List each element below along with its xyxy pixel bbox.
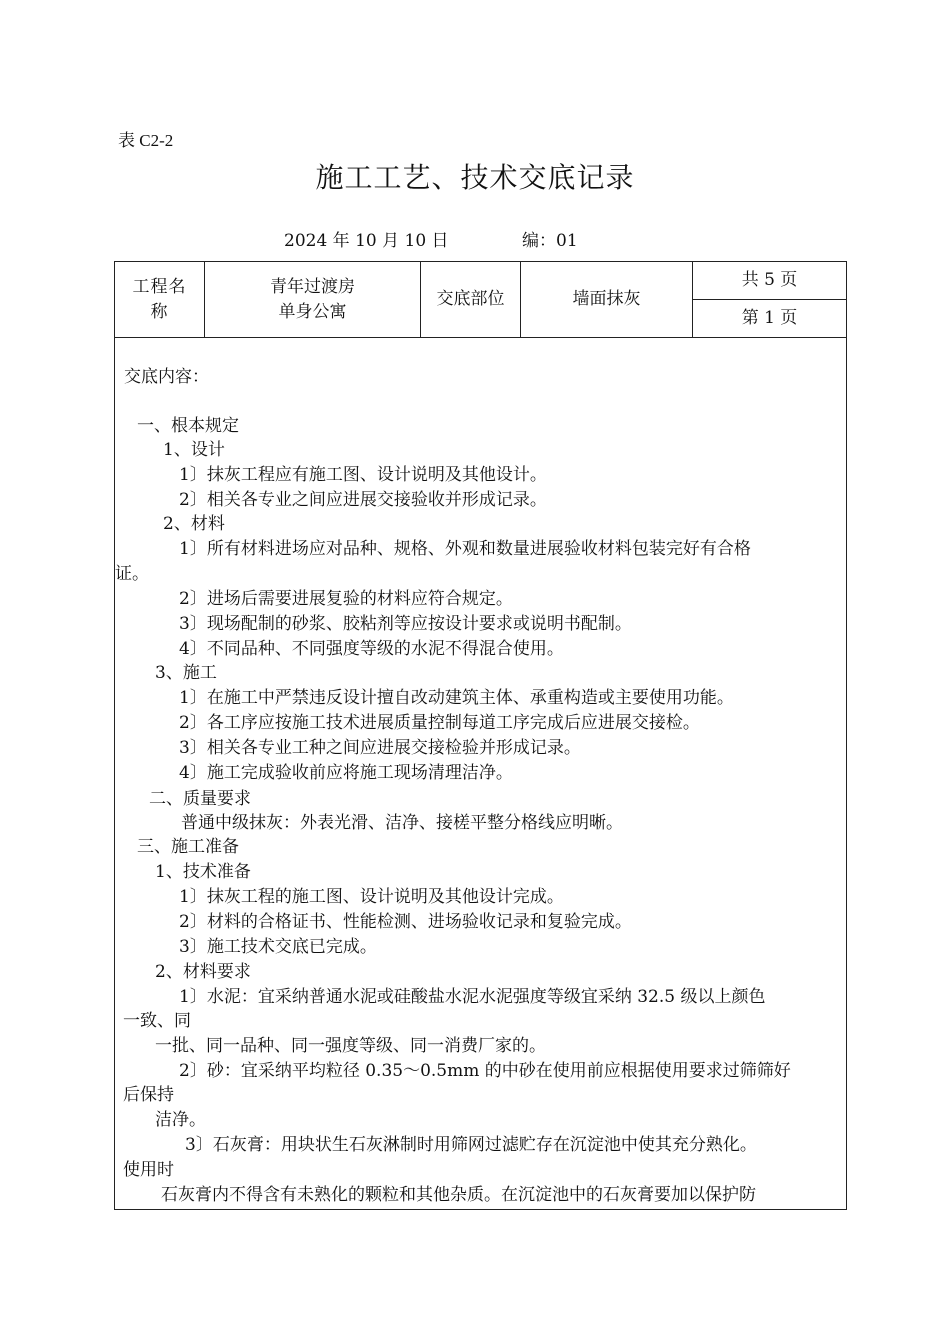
handover-content-box <box>114 337 847 1210</box>
content-line: 2〕材料的合格证书、性能检测、进场验收记录和复验完成。 <box>179 912 632 932</box>
content-line: 2〕砂：宜采纳平均粒径 0.35～0.5mm 的中砂在使用前应根据使用要求过筛筛好 <box>179 1061 791 1081</box>
content-line: 石灰膏内不得含有未熟化的颗粒和其他杂质。在沉淀池中的石灰膏要加以保护防 <box>161 1185 756 1205</box>
project-name-label: 工程名称 <box>115 262 205 338</box>
section-heading: 二、质量要求 <box>149 789 251 809</box>
document-number: 编：01 <box>522 231 578 251</box>
content-line: 3〕施工技术交底已完成。 <box>179 937 377 957</box>
content-line: 洁净。 <box>155 1110 206 1130</box>
date: 2024 年 10 月 10 日 <box>284 231 449 251</box>
content-line: 2〕相关各专业之间应进展交接验收并形成记录。 <box>179 490 547 510</box>
subsection-heading: 2、材料要求 <box>155 962 251 982</box>
document-title: 施工工艺、技术交底记录 <box>315 161 635 194</box>
content-line: 1〕所有材料进场应对品种、规格、外观和数量进展验收材料包装完好有合格 <box>179 539 751 559</box>
content-line: 2〕进场后需要进展复验的材料应符合规定。 <box>179 589 513 609</box>
content-line: 1〕水泥：宜采纳普通水泥或硅酸盐水泥水泥强度等级宜采纳 32.5 级以上颜色 <box>179 987 766 1007</box>
section-heading: 一、根本规定 <box>137 416 239 436</box>
content-line: 1〕抹灰工程应有施工图、设计说明及其他设计。 <box>179 465 547 485</box>
content-line: 一批、同一品种、同一强度等级、同一消费厂家的。 <box>155 1036 546 1056</box>
handover-part-label: 交底部位 <box>421 262 521 338</box>
content-line: 3〕现场配制的砂浆、胶粘剂等应按设计要求或说明书配制。 <box>179 614 632 634</box>
project-name-value <box>205 262 421 338</box>
content-line: 2〕各工序应按施工技术进展质量控制每道工序完成后应进展交接检。 <box>179 713 700 733</box>
content-line: 后保持 <box>123 1085 174 1105</box>
content-line: 一致、同 <box>123 1011 191 1031</box>
subsection-heading: 1、设计 <box>163 440 225 460</box>
content-line: 4〕施工完成验收前应将施工现场清理洁净。 <box>179 763 513 783</box>
total-pages: 共 5 页 <box>693 262 847 300</box>
content-line: 3〕石灰膏：用块状生石灰淋制时用筛网过滤贮存在沉淀池中使其充分熟化。 <box>185 1135 757 1155</box>
content-line: 1〕在施工中严禁违反设计擅自改动建筑主体、承重构造或主要使用功能。 <box>179 688 734 708</box>
page-number: 第 1 页 <box>693 300 847 338</box>
content-line: 3〕相关各专业工种之间应进展交接检验并形成记录。 <box>179 738 581 758</box>
subsection-heading: 3、施工 <box>155 663 217 683</box>
content-line: 使用时 <box>123 1160 174 1180</box>
handover-part-value: 墙面抹灰 <box>521 262 693 338</box>
content-line: 普通中级抹灰：外表光滑、洁净、接槎平整分格线应明晰。 <box>181 813 623 833</box>
section-heading: 三、施工准备 <box>137 837 239 857</box>
project-name-line-2: 单身公寓 <box>278 301 347 322</box>
subsection-heading: 1、技术准备 <box>155 862 251 882</box>
content-heading: 交底内容： <box>124 367 209 387</box>
content-line: 证。 <box>115 564 149 584</box>
project-name-line-1: 青年过渡房 <box>270 276 355 297</box>
subsection-heading: 2、材料 <box>163 514 225 534</box>
info-table <box>114 261 847 338</box>
content-line: 1〕抹灰工程的施工图、设计说明及其他设计完成。 <box>179 887 564 907</box>
form-code: 表 C2-2 <box>118 131 174 150</box>
content-line: 4〕不同品种、不同强度等级的水泥不得混合使用。 <box>179 639 564 659</box>
